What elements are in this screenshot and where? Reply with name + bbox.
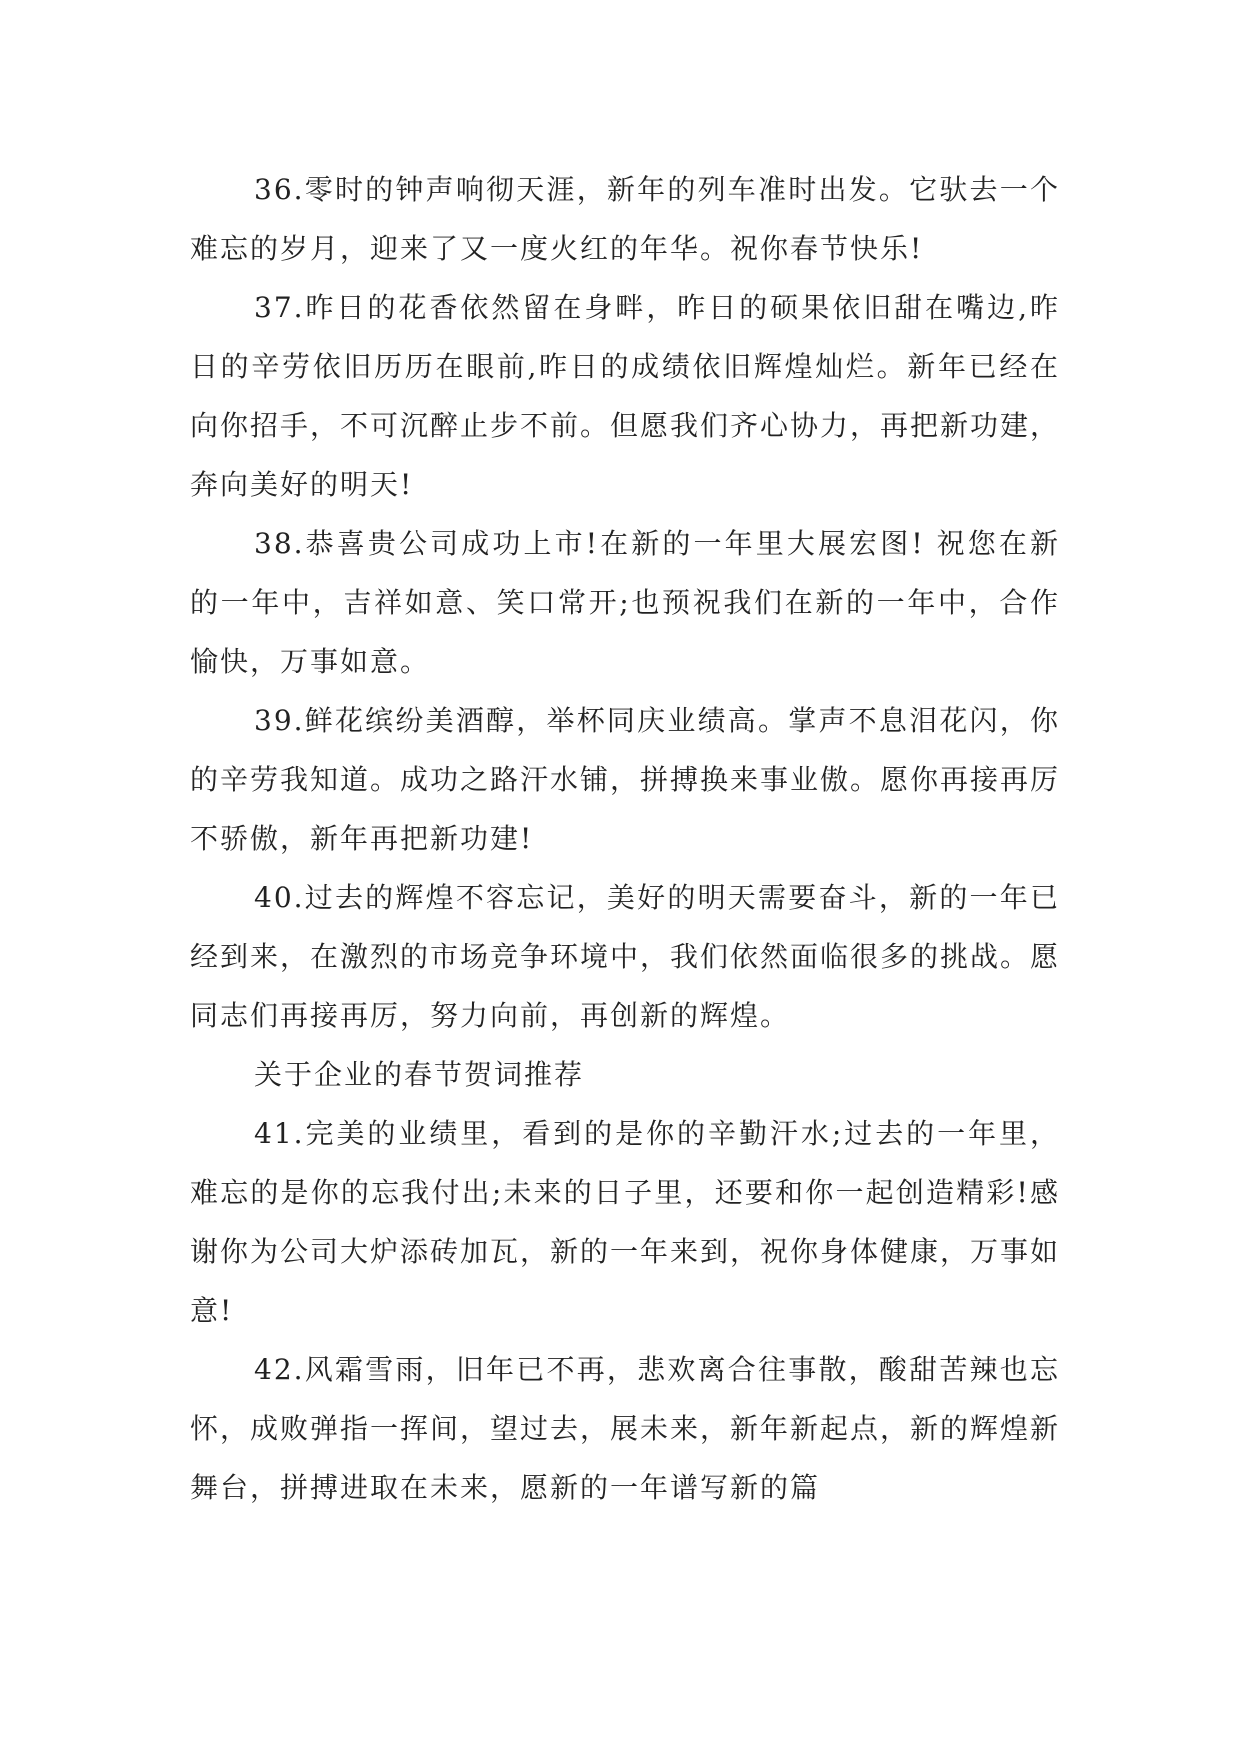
paragraph-41: 41.完美的业绩里，看到的是你的辛勤汗水;过去的一年里，难忘的是你的忘我付出;未来的日子里，还要和你一起创造精彩!感谢你为公司大炉添砖加瓦，新的一年来到，祝你身体健康，万事如意!	[190, 1117, 1061, 1327]
paragraph-37: 37.昨日的花香依然留在身畔，昨日的硕果依旧甜在嘴边,昨日的辛劳依旧历历在眼前,昨日的成绩依旧辉煌灿烂。新年已经在向你招手，不可沉醉止步不前。但愿我们齐心协力，再把新功建，奔向美好的明天!	[190, 291, 1061, 501]
paragraph-38: 38.恭喜贵公司成功上市!在新的一年里大展宏图! 祝您在新的一年中，吉祥如意、笑口常开;也预祝我们在新的一年中，合作愉快，万事如意。	[190, 527, 1060, 678]
paragraph-42: 42.风霜雪雨，旧年已不再，悲欢离合往事散，酸甜苦辣也忘怀，成败弹指一挥间，望过去，展未来，新年新起点，新的辉煌新舞台，拼搏进取在未来，愿新的一年谱写新的篇	[190, 1353, 1061, 1504]
paragraph-39: 39.鲜花缤纷美酒醇，举杯同庆业绩高。掌声不息泪花闪，你的辛劳我知道。成功之路汗水铺，拼搏换来事业傲。愿你再接再厉不骄傲，新年再把新功建!	[190, 704, 1061, 855]
paragraph-40: 40.过去的辉煌不容忘记，美好的明天需要奋斗，新的一年已经到来，在激烈的市场竞争环境中，我们依然面临很多的挑战。愿同志们再接再厉，努力向前，再创新的辉煌。	[190, 881, 1061, 1032]
paragraph-36: 36.零时的钟声响彻天涯，新年的列车准时出发。它驮去一个难忘的岁月，迎来了又一度火红的年华。祝你春节快乐!	[190, 173, 1060, 265]
section-heading: 关于企业的春节贺词推荐	[254, 1058, 585, 1091]
document-page	[190, 160, 1060, 1517]
